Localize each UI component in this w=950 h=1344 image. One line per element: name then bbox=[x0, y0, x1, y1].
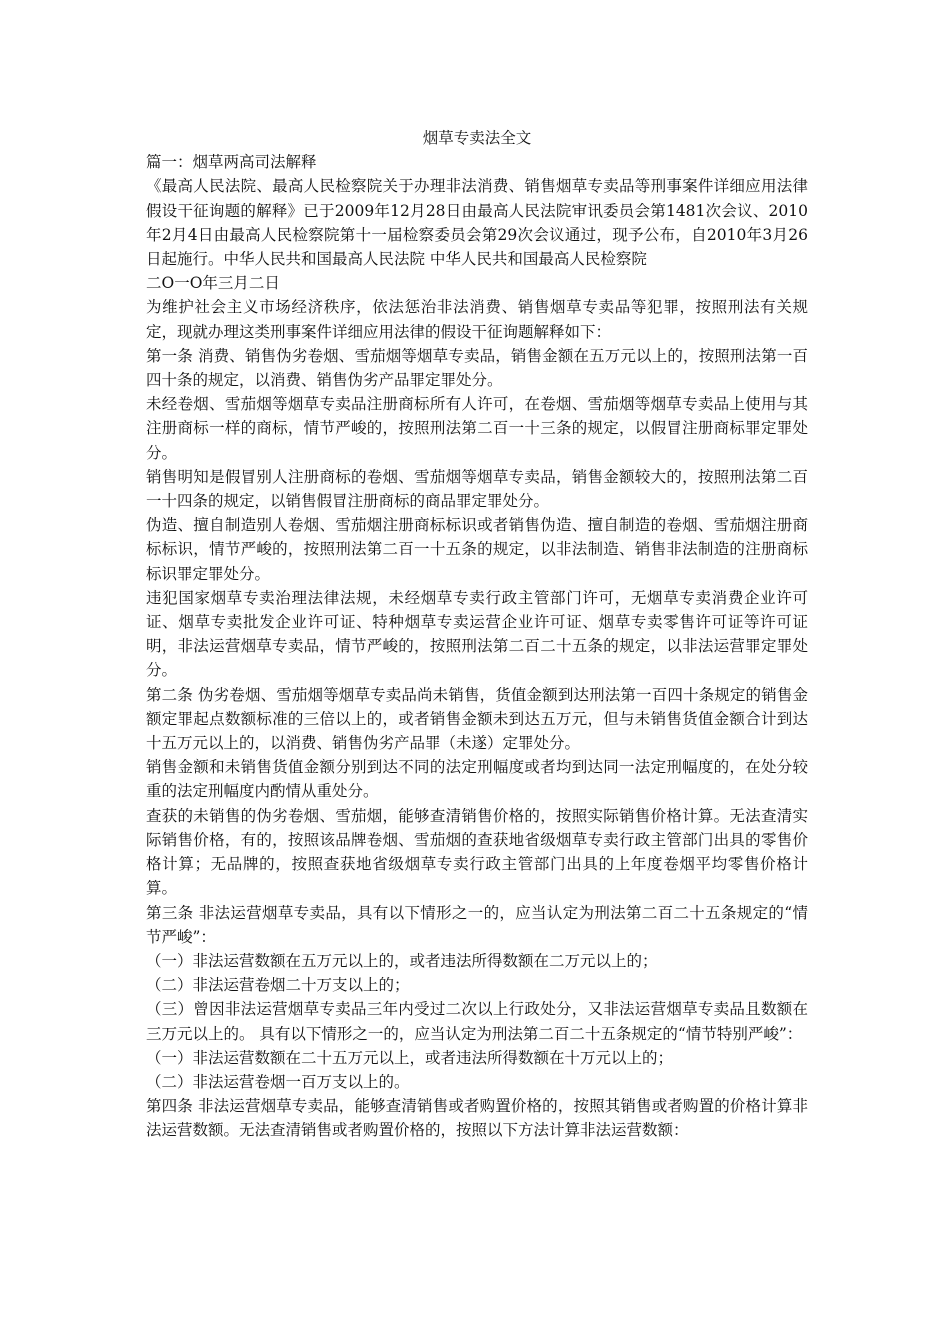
paragraph: （一）非法运营数额在二十五万元以上，或者违法所得数额在十万元以上的； bbox=[146, 1048, 674, 1067]
paragraph: （二）非法运营卷烟一百万支以上的。 bbox=[146, 1072, 410, 1091]
paragraph: 违犯国家烟草专卖治理法律法规，未经烟草专卖行政主管部门许可，无烟草专卖消费企业许可证、烟草专卖批发企业许可证、特种烟草专卖运营企业许可证、烟草专卖零售许可证等许可证明，非法运营烟草专卖品，情节严峻的，按照刑法第二百二十五条的规定，以非法运营罪定罪处分。 bbox=[146, 588, 808, 680]
paragraph: （二）非法运营卷烟二十万支以上的； bbox=[146, 976, 410, 995]
paragraph: 第四条 非法运营烟草专卖品，能够查清销售或者购置价格的，按照其销售或者购置的价格计算非法运营数额。无法查清销售或者购置价格的，按照以下方法计算非法运营数额： bbox=[146, 1097, 808, 1140]
paragraph: 销售金额和未销售货值金额分别到达不同的法定刑幅度或者均到达同一法定刑幅度的，在处分较重的法定刑幅度内酌情从重处分。 bbox=[146, 758, 808, 801]
paragraph: 为维护社会主义市场经济秩序，依法惩治非法消费、销售烟草专卖品等犯罪，按照刑法有关规定，现就办理这类刑事案件详细应用法律的假设干征询题解释如下： bbox=[146, 298, 808, 341]
paragraph: 二O一O年三月二日 bbox=[146, 274, 280, 293]
document-title: 烟草专卖法全文 bbox=[422, 129, 532, 147]
paragraph: 销售明知是假冒别人注册商标的卷烟、雪茄烟等烟草专卖品，销售金额较大的，按照刑法第二百一十四条的规定，以销售假冒注册商标的商品罪定罪处分。 bbox=[146, 467, 808, 511]
paragraph: 第二条 伪劣卷烟、雪茄烟等烟草专卖品尚未销售，货值金额到达刑法第一百四十条规定的销售金额定罪起点数额标准的三倍以上的，或者销售金额未到达五万元，但与未销售货值金额合计到达十五万元以上的，以消费、销售伪劣产品罪（未遂）定罪处分。 bbox=[146, 685, 808, 753]
paragraph: 篇一：烟草两高司法解释 bbox=[146, 153, 317, 172]
paragraph: 第三条 非法运营烟草专卖品，具有以下情形之一的，应当认定为刑法第二百二十五条规定的“情节严峻”： bbox=[146, 903, 808, 946]
paragraph: 未经卷烟、雪茄烟等烟草专卖品注册商标所有人许可，在卷烟、雪茄烟等烟草专卖品上使用与其注册商标一样的商标，情节严峻的，按照刑法第二百一十三条的规定，以假冒注册商标罪定罪处分。 bbox=[146, 395, 808, 462]
paragraph: 伪造、擅自制造别人卷烟、雪茄烟注册商标标识或者销售伪造、擅自制造的卷烟、雪茄烟注册商标标识，情节严峻的，按照刑法第二百一十五条的规定，以非法制造、销售非法制造的注册商标标识罪定罪处分。 bbox=[146, 516, 808, 583]
document-page bbox=[146, 126, 808, 1143]
paragraph: 第一条 消费、销售伪劣卷烟、雪茄烟等烟草专卖品，销售金额在五万元以上的，按照刑法第一百四十条的规定，以消费、销售伪劣产品罪定罪处分。 bbox=[146, 346, 808, 390]
paragraph: （三）曾因非法运营烟草专卖品三年内受过二次以上行政处分，又非法运营烟草专卖品且数额在三万元以上的。 具有以下情形之一的，应当认定为刑法第二百二十五条规定的“情节特别严峻”： bbox=[146, 1000, 808, 1043]
paragraph: （一）非法运营数额在五万元以上的，或者违法所得数额在二万元以上的； bbox=[146, 951, 658, 970]
paragraph: 查获的未销售的伪劣卷烟、雪茄烟，能够查清销售价格的，按照实际销售价格计算。无法查清实际销售价格，有的，按照该品牌卷烟、雪茄烟的查获地省级烟草专卖行政主管部门出具的零售价格计算；无品牌的，按照查获地省级烟草专卖行政主管部门出具的上年度卷烟平均零售价格计算。 bbox=[146, 806, 808, 898]
paragraph: 《最高人民法院、最高人民检察院关于办理非法消费、销售烟草专卖品等刑事案件详细应用法律假设干征询题的解释》已于2009年12月28日由最高人民法院审讯委员会第1481次会议、2010年2月4日由最高人民检察院第十一届检察委员会第29次会议通过，现予公布，自2010年3月26日起施行。中华人民共和国最高人民法院 中华人民共和国最高人民检察院 bbox=[146, 177, 808, 269]
